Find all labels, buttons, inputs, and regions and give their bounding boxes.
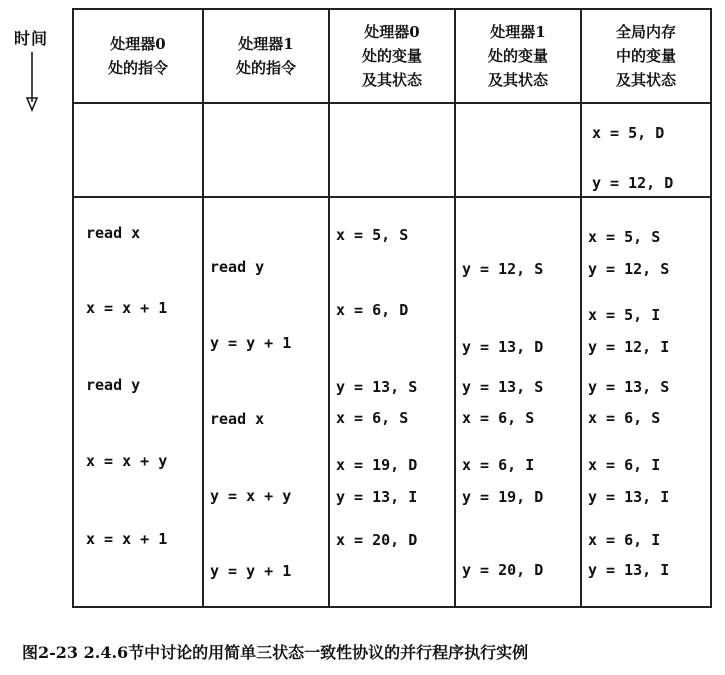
- memory-entry: x = 5, S: [588, 228, 661, 246]
- table-cell: [73, 103, 203, 197]
- variable-state: x = 6, D: [336, 301, 409, 319]
- variable-state: x = 6, S: [336, 409, 409, 427]
- header-line: 处的指令: [107, 59, 168, 77]
- variable-state: x = 6, I: [462, 456, 535, 474]
- instruction: x = x + 1: [86, 299, 168, 317]
- header-line: 及其状态: [361, 71, 422, 89]
- table-cell: [203, 103, 329, 197]
- global-memory-cell: [581, 197, 711, 607]
- header-line: 处的变量: [487, 47, 548, 65]
- header-line: 中的变量: [615, 47, 676, 65]
- instruction: read x: [86, 224, 141, 242]
- instruction: y = y + 1: [210, 334, 292, 352]
- header-line: 及其状态: [615, 71, 676, 89]
- memory-entry: x = 6, I: [588, 531, 661, 549]
- coherence-protocol-table: [72, 8, 712, 608]
- header-line: 处理器0: [110, 35, 166, 53]
- header-line: 处的变量: [361, 47, 422, 65]
- header-global-memory: [581, 9, 711, 103]
- variable-state: y = 20, D: [462, 561, 544, 579]
- memory-entry: y = 12, D: [592, 174, 674, 192]
- variable-state: y = 13, D: [462, 338, 544, 356]
- header-line: 处理器0: [364, 23, 420, 41]
- instruction: x = x + 1: [86, 530, 168, 548]
- variable-state: y = 13, S: [336, 378, 418, 396]
- header-proc1-vars: [455, 9, 581, 103]
- time-axis-label: 时间: [14, 29, 49, 48]
- variable-state: y = 13, S: [462, 378, 544, 396]
- header-row: [73, 9, 711, 103]
- header-proc0-vars: [329, 9, 455, 103]
- variable-state: y = 13, I: [336, 488, 418, 506]
- table-cell: [455, 103, 581, 197]
- instruction: read x: [210, 410, 265, 428]
- header-line: 处的指令: [235, 59, 296, 77]
- instruction: read y: [86, 376, 141, 394]
- time-arrow-icon: [24, 52, 40, 112]
- memory-entry: y = 13, S: [588, 378, 670, 396]
- memory-entry: y = 13, I: [588, 488, 670, 506]
- proc0-vars-cell: [329, 197, 455, 607]
- header-line: 及其状态: [487, 71, 548, 89]
- variable-state: y = 19, D: [462, 488, 544, 506]
- variable-state: x = 5, S: [336, 226, 409, 244]
- memory-entry: y = 12, S: [588, 260, 670, 278]
- table-cell: [329, 103, 455, 197]
- figure-caption: 图2-23 2.4.6节中讨论的用简单三状态一致性协议的并行程序执行实例: [22, 643, 529, 662]
- header-proc1-instructions: [203, 9, 329, 103]
- variable-state: x = 19, D: [336, 456, 418, 474]
- memory-entry: x = 5, I: [588, 306, 661, 324]
- memory-entry: x = 6, S: [588, 409, 661, 427]
- header-proc0-instructions: [73, 9, 203, 103]
- header-line: 处理器1: [490, 23, 546, 41]
- proc1-vars-cell: [455, 197, 581, 607]
- instruction: x = x + y: [86, 452, 168, 470]
- initial-state-row: [73, 103, 711, 197]
- memory-entry: x = 6, I: [588, 456, 661, 474]
- memory-entry: y = 12, I: [588, 338, 670, 356]
- initial-memory-cell: [581, 103, 711, 197]
- execution-row: [73, 197, 711, 607]
- header-line: 处理器1: [238, 35, 294, 53]
- proc1-instructions-cell: [203, 197, 329, 607]
- memory-entry: x = 5, D: [592, 124, 665, 142]
- memory-entry: y = 13, I: [588, 561, 670, 579]
- header-line: 全局内存: [615, 23, 676, 41]
- variable-state: x = 6, S: [462, 409, 535, 427]
- instruction: y = y + 1: [210, 562, 292, 580]
- instruction: y = x + y: [210, 487, 292, 505]
- proc0-instructions-cell: [73, 197, 203, 607]
- variable-state: y = 12, S: [462, 260, 544, 278]
- variable-state: x = 20, D: [336, 531, 418, 549]
- instruction: read y: [210, 258, 265, 276]
